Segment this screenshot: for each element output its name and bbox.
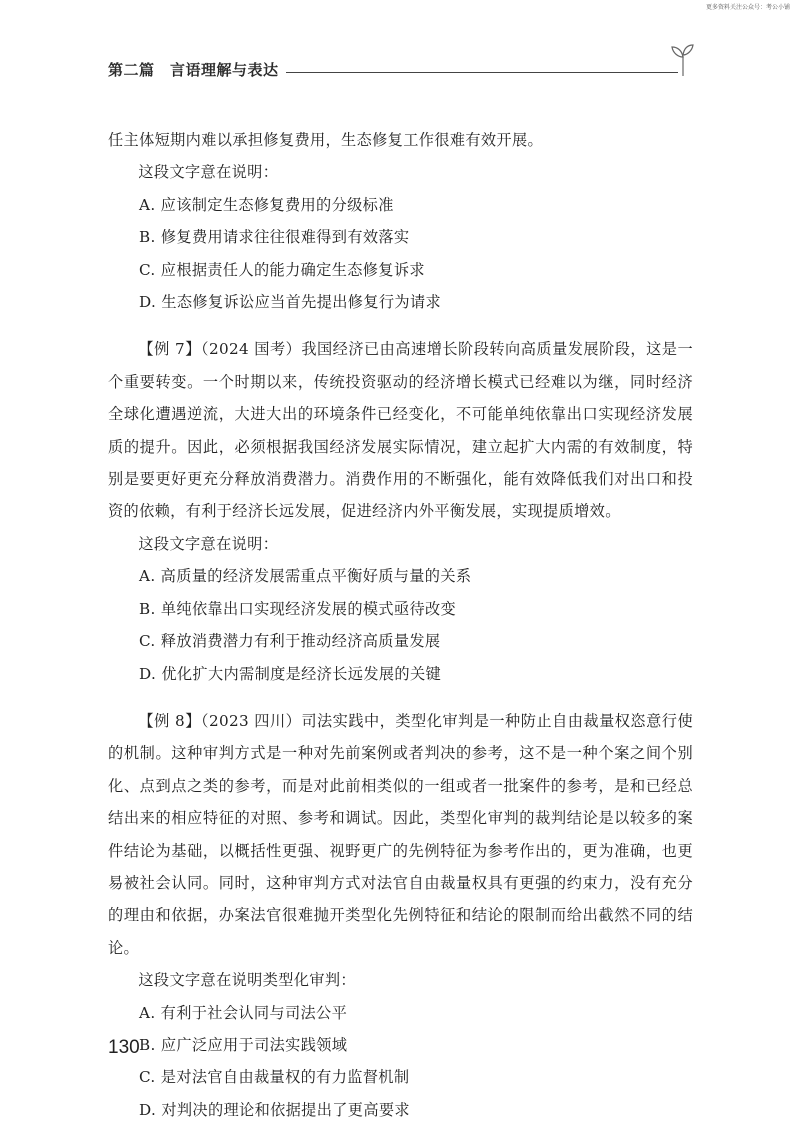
- q6-stem: 这段文字意在说明：: [138, 163, 279, 182]
- sprout-icon: [668, 41, 698, 77]
- page-number: 130: [108, 1037, 140, 1058]
- q6-option-a: A. 应该制定生态修复费用的分级标准: [139, 195, 394, 214]
- q7-option-c: C. 释放消费潜力有利于推动经济高质量发展: [139, 632, 441, 651]
- q6-option-b: B. 修复费用请求往往很难得到有效落实: [139, 228, 410, 247]
- header-divider: [286, 72, 678, 73]
- q7-paragraph: 【例 7】（2024 国考）我国经济已由高速增长阶段转向高质量发展阶段，这是一个重要转变。一个时期以来，传统投资驱动的经济增长模式已经难以为继，同时经济全球化遭遇逆流，大进大出的环境条件已经变化，不可能单纯依靠出口实现经济发展质的提升。因此，必须根据我国经济发展实际情况，建立起扩大内需的有效制度，特别是要更好更充分释放消费潜力。消费作用的不断强化，能有效降低我们对出口和投资的依赖，有利于经济长远发展，促进经济内外平衡发展，实现提质增效。: [108, 340, 693, 521]
- corner-watermark: 更多资料关注公众号：考公小铺: [705, 4, 790, 11]
- q7-stem: 这段文字意在说明：: [138, 534, 279, 553]
- page-header: [108, 57, 690, 83]
- q7-option-a: A. 高质量的经济发展需重点平衡好质与量的关系: [139, 567, 472, 586]
- q7-option-b: B. 单纯依靠出口实现经济发展的模式亟待改变: [139, 599, 457, 618]
- q6-option-c: C. 应根据责任人的能力确定生态修复诉求: [139, 260, 425, 279]
- q8-paragraph: 【例 8】（2023 四川）司法实践中，类型化审判是一种防止自由裁量权恣意行使的机制。这种审判方式是一种对先前案例或者判决的参考，这不是一种个案之间个别化、点到点之类的参考，而是对此前相类似的一组或者一批案件的参考，是和已经总结出来的相应特征的对照、参考和调试。因此，类型化审判的裁判结论是以较多的案件结论为基础，以概括性更强、视野更广的先例特征为参考作出的，更为准确，也更易被社会认同。同时，这种审判方式对法官自由裁量权具有更强的约束力，没有充分的理由和依据，办案法官很难抛开类型化先例特征和结论的限制而给出截然不同的结论。: [108, 711, 693, 957]
- section-title: 第二篇 言语理解与表达: [108, 61, 279, 79]
- page-content: [108, 124, 693, 1126]
- q7-option-d: D. 优化扩大内需制度是经济长远发展的关键: [139, 664, 442, 683]
- q6-option-d: D. 生态修复诉讼应当首先提出修复行为请求: [139, 293, 442, 312]
- q8-stem: 这段文字意在说明类型化审判：: [138, 971, 356, 990]
- q8-option-c: C. 是对法官自由裁量权的有力监督机制: [139, 1068, 410, 1087]
- q8-option-a: A. 有利于社会认同与司法公平: [139, 1003, 348, 1022]
- q8-option-b: B. 应广泛应用于司法实践领域: [139, 1035, 348, 1054]
- q8-option-d: D. 对判决的理论和依据提出了更高要求: [139, 1100, 410, 1119]
- q6-continuation: 任主体短期内难以承担修复费用，生态修复工作很难有效开展。: [108, 131, 544, 149]
